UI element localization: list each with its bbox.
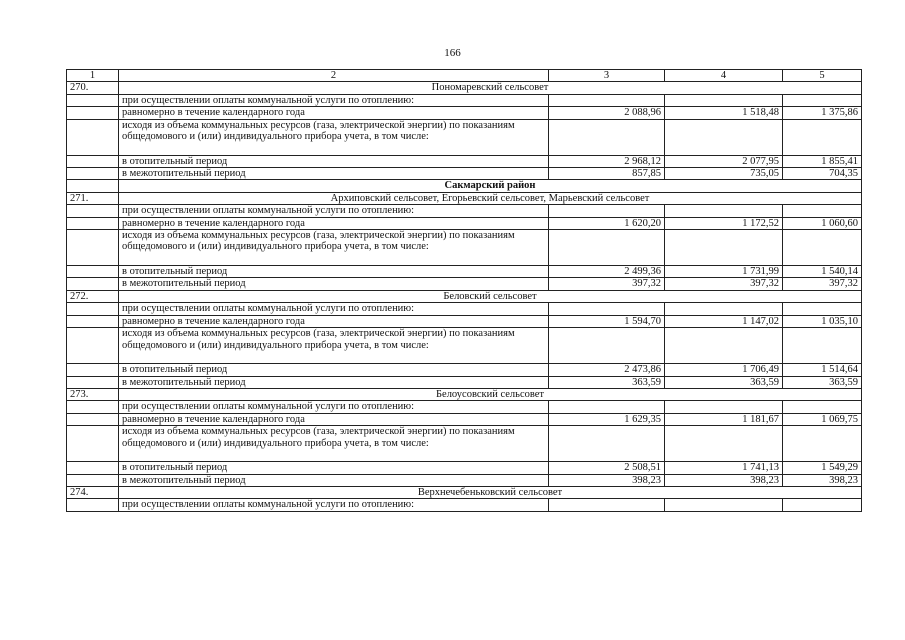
table-row-interheating: [67, 278, 862, 290]
value-col4: 1 181,67: [665, 413, 783, 425]
table-row-heating: [67, 155, 862, 167]
table-row-meter: [67, 426, 862, 462]
value-col3: 2 968,12: [549, 155, 665, 167]
value-col4: 1 147,02: [665, 315, 783, 327]
heating-label: в отопительный период: [119, 364, 549, 376]
table-row-interheating: [67, 168, 862, 180]
table-row-payment: [67, 205, 862, 217]
uniform-label: равномерно в течение календарного года: [119, 413, 549, 425]
value-col3: 2 499,36: [549, 266, 665, 278]
row-number: 273.: [67, 388, 119, 400]
table-row-interheating: [67, 376, 862, 388]
table-row-payment: [67, 499, 862, 511]
value-col4: 363,59: [665, 376, 783, 388]
value-col4: 1 731,99: [665, 266, 783, 278]
row-number: 272.: [67, 290, 119, 302]
uniform-label: равномерно в течение календарного года: [119, 315, 549, 327]
header-cell-1: 1: [67, 70, 119, 82]
meter-label: исходя из объема коммунальных ресурсов (газа, электрической энергии) по показаниям общедомового и (или) индивидуального прибора учета, в том числе:: [119, 230, 549, 266]
value-col5: 1 035,10: [783, 315, 862, 327]
table-row-title: [67, 192, 862, 204]
settlement-name: Белоусовский сельсовет: [119, 388, 862, 400]
value-col5: 1 540,14: [783, 266, 862, 278]
table-row-payment: [67, 94, 862, 106]
value-col5: 1 069,75: [783, 413, 862, 425]
meter-label: исходя из объема коммунальных ресурсов (газа, электрической энергии) по показаниям общедомового и (или) индивидуального прибора учета, в том числе:: [119, 328, 549, 364]
district-name: Сакмарский район: [119, 180, 862, 192]
value-col4: 735,05: [665, 168, 783, 180]
table-row-uniform: [67, 315, 862, 327]
value-col4: 1 518,48: [665, 107, 783, 119]
value-col5: 398,23: [783, 474, 862, 486]
table-row-meter: [67, 119, 862, 155]
value-col5: 363,59: [783, 376, 862, 388]
value-col5: 1 514,64: [783, 364, 862, 376]
value-col5: 1 549,29: [783, 462, 862, 474]
table-row-payment: [67, 303, 862, 315]
heating-label: в отопительный период: [119, 155, 549, 167]
interheating-label: в межотопительный период: [119, 474, 549, 486]
value-col4: 2 077,95: [665, 155, 783, 167]
value-col5: 704,35: [783, 168, 862, 180]
header-row: [67, 70, 862, 82]
row-number: 274.: [67, 486, 119, 498]
table-row-uniform: [67, 107, 862, 119]
value-col4: 1 741,13: [665, 462, 783, 474]
table-row-heating: [67, 266, 862, 278]
table-row-title: [67, 486, 862, 498]
value-col3: 857,85: [549, 168, 665, 180]
uniform-label: равномерно в течение календарного года: [119, 217, 549, 229]
row-number: 270.: [67, 82, 119, 94]
interheating-label: в межотопительный период: [119, 376, 549, 388]
value-col3: 363,59: [549, 376, 665, 388]
settlement-name: Пономаревский сельсовет: [119, 82, 862, 94]
meter-label: исходя из объема коммунальных ресурсов (газа, электрической энергии) по показаниям общедомового и (или) индивидуального прибора учета, в том числе:: [119, 426, 549, 462]
header-cell-3: 3: [549, 70, 665, 82]
table-row-payment: [67, 401, 862, 413]
uniform-label: равномерно в течение календарного года: [119, 107, 549, 119]
value-col5: 1 855,41: [783, 155, 862, 167]
table-row-uniform: [67, 413, 862, 425]
value-col4: 1 706,49: [665, 364, 783, 376]
tariff-table: [66, 69, 862, 512]
row-number: 271.: [67, 192, 119, 204]
payment-label: при осуществлении оплаты коммунальной услуги по отоплению:: [119, 303, 549, 315]
district-row: [67, 180, 862, 192]
value-col3: 2 473,86: [549, 364, 665, 376]
payment-label: при осуществлении оплаты коммунальной услуги по отоплению:: [119, 205, 549, 217]
table-row-meter: [67, 328, 862, 364]
table-row-meter: [67, 230, 862, 266]
header-cell-5: 5: [783, 70, 862, 82]
table-row-title: [67, 82, 862, 94]
value-col4: 397,32: [665, 278, 783, 290]
settlement-name: Беловский сельсовет: [119, 290, 862, 302]
value-col5: 397,32: [783, 278, 862, 290]
heating-label: в отопительный период: [119, 462, 549, 474]
table-row-title: [67, 290, 862, 302]
value-col3: 1 594,70: [549, 315, 665, 327]
value-col4: 398,23: [665, 474, 783, 486]
value-col3: 2 088,96: [549, 107, 665, 119]
value-col3: 398,23: [549, 474, 665, 486]
table-row-heating: [67, 462, 862, 474]
value-col3: 397,32: [549, 278, 665, 290]
payment-label: при осуществлении оплаты коммунальной услуги по отоплению:: [119, 401, 549, 413]
meter-label: исходя из объема коммунальных ресурсов (газа, электрической энергии) по показаниям общедомового и (или) индивидуального прибора учета, в том числе:: [119, 119, 549, 155]
value-col5: 1 375,86: [783, 107, 862, 119]
table-row-uniform: [67, 217, 862, 229]
value-col4: 1 172,52: [665, 217, 783, 229]
value-col3: 2 508,51: [549, 462, 665, 474]
table-row-title: [67, 388, 862, 400]
heating-label: в отопительный период: [119, 266, 549, 278]
page-number: 166: [444, 47, 461, 59]
header-cell-4: 4: [665, 70, 783, 82]
table-row-interheating: [67, 474, 862, 486]
interheating-label: в межотопительный период: [119, 278, 549, 290]
value-col3: 1 629,35: [549, 413, 665, 425]
payment-label: при осуществлении оплаты коммунальной услуги по отоплению:: [119, 94, 549, 106]
table-row-heating: [67, 364, 862, 376]
header-cell-2: 2: [119, 70, 549, 82]
value-col3: 1 620,20: [549, 217, 665, 229]
payment-label: при осуществлении оплаты коммунальной услуги по отоплению:: [119, 499, 549, 511]
settlement-name: Архиповский сельсовет, Егорьевский сельсовет, Марьевский сельсовет: [119, 192, 862, 204]
value-col5: 1 060,60: [783, 217, 862, 229]
interheating-label: в межотопительный период: [119, 168, 549, 180]
settlement-name: Верхнечебеньковский сельсовет: [119, 486, 862, 498]
